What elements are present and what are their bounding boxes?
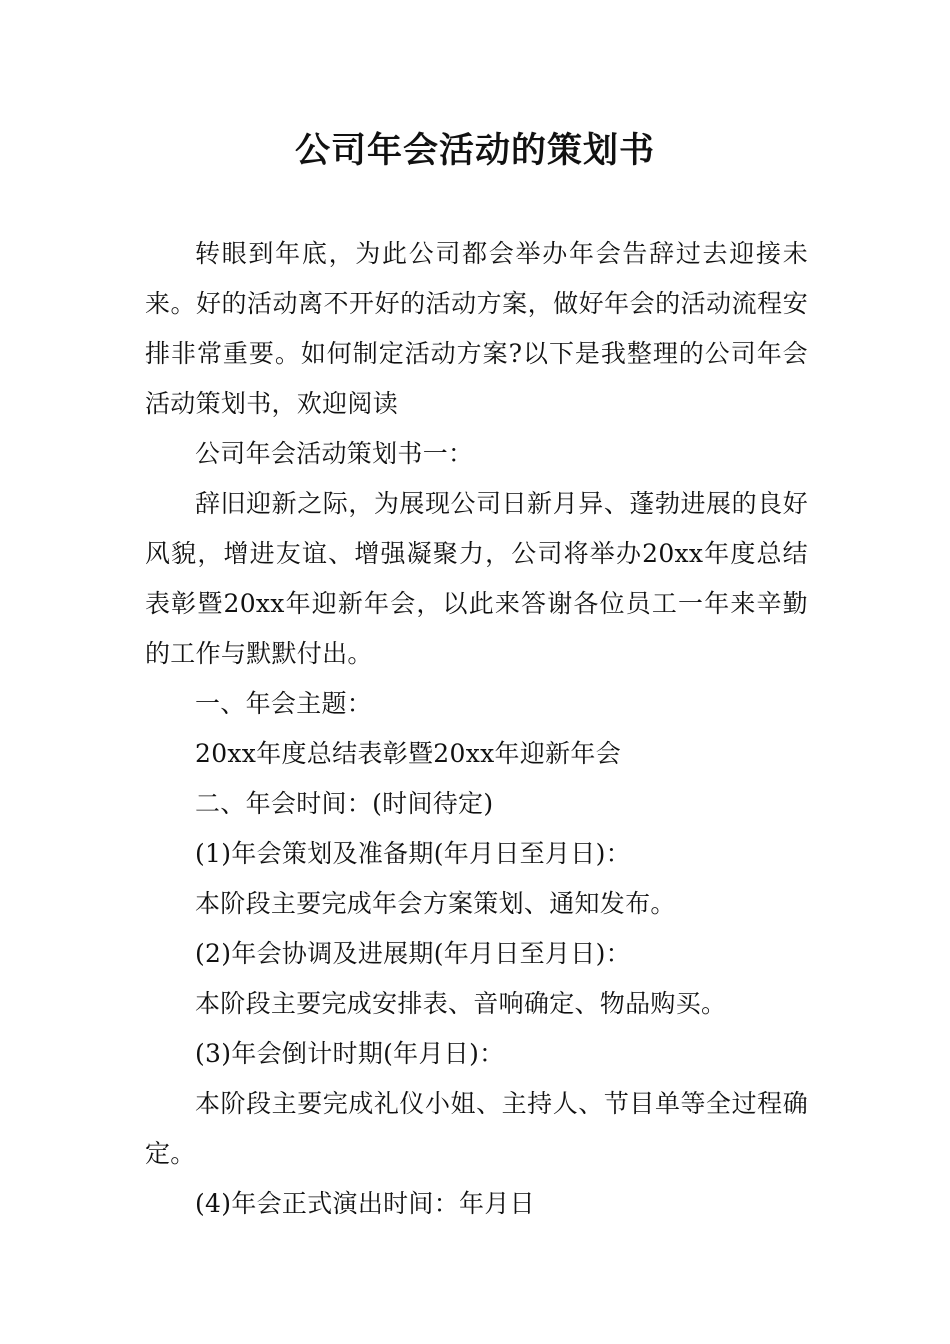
document-title: 公司年会活动的策划书 [294, 131, 655, 171]
stage-1-heading: (1)年会策划及准备期(年月日至月日)： [195, 839, 631, 868]
paragraph-plan-one-heading: 公司年会活动策划书一： [195, 439, 474, 468]
paragraph-background: 辞旧迎新之际，为展现公司日新月异、蓬勃进展的良好风貌，增进友谊、增强凝聚力，公司将举办20xx年度总结表彰暨20xx年迎新年会，以此来答谢各位员工一年来辛勤的工作与默默付出。 [145, 489, 808, 668]
stage-4-heading: (4)年会正式演出时间：年月日 [195, 1189, 535, 1218]
stage-3-text: 本阶段主要完成礼仪小姐、主持人、节目单等全过程确定。 [145, 1089, 808, 1168]
paragraph-intro: 转眼到年底，为此公司都会举办年会告辞过去迎接未来。好的活动离不开好的活动方案，做好年会的活动流程安排非常重要。如何制定活动方案?以下是我整理的公司年会活动策划书，欢迎阅读 [145, 239, 808, 418]
stage-2-heading: (2)年会协调及进展期(年月日至月日)： [195, 939, 631, 968]
stage-1-text: 本阶段主要完成年会方案策划、通知发布。 [195, 889, 676, 918]
section-heading-theme: 一、年会主题： [195, 689, 373, 718]
section-heading-time: 二、年会时间：(时间待定) [195, 789, 494, 818]
document-body [145, 229, 808, 1229]
stage-2-text: 本阶段主要完成安排表、音响确定、物品购买。 [195, 989, 727, 1018]
paragraph-theme: 20xx年度总结表彰暨20xx年迎新年会 [195, 739, 622, 768]
stage-3-heading: (3)年会倒计时期(年月日)： [195, 1039, 505, 1068]
